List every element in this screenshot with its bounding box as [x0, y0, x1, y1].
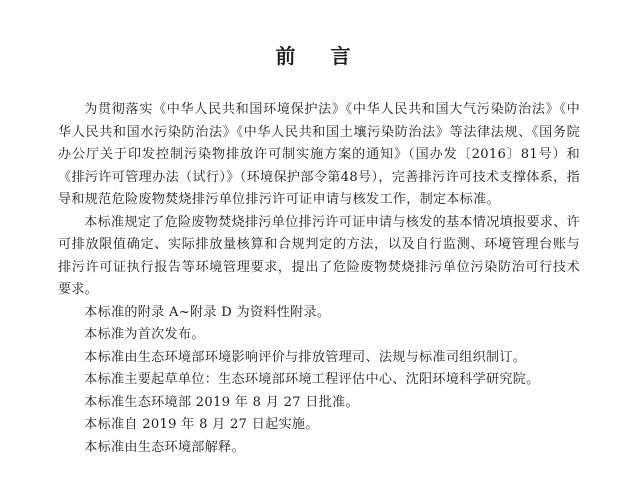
paragraph-first-release: 本标准为首次发布。: [84, 327, 205, 342]
paragraph-approval: 本标准生态环境部 2019 年 8 月 27 日批准。: [84, 394, 359, 410]
paragraph-intro: 为贯彻落实《中华人民共和国环境保护法》《中华人民共和国大气污染防治法》《中华人民共和国水污染防治法》《中华人民共和国土壤污染防治法》等法律法规、《国务院办公厅关于印发控制污染物排放许可制实施方案的通知》（国办发〔2016〕81号）和《排污许可管理办法（试行）》（环境保护部令第48号），完善排污许可技术支撑体系，指导和规范危险废物焚烧排污单位排污许可证申请与核发工作，制定本标准。: [58, 102, 580, 207]
paragraph-scope: 本标准规定了危险废物焚烧排污单位排污许可证申请与核发的基本情况填报要求、许可排放限值确定、实际排放量核算和合规判定的方法，以及自行监测、环境管理台账与排污许可证执行报告等环境管理要求，提出了危险废物焚烧排污单位污染防治可行技术要求。: [58, 214, 580, 297]
paragraph-drafters: 本标准主要起草单位：生态环境部环境工程评估中心、沈阳环境科学研究院。: [84, 372, 540, 387]
foreword-body: [58, 99, 580, 459]
paragraph-interpretation: 本标准由生态环境部解释。: [84, 439, 245, 455]
paragraph-appendix: 本标准的附录 A~附录 D 为资料性附录。: [84, 304, 331, 320]
page-title: 前 言: [275, 44, 365, 68]
paragraph-organizer: 本标准由生态环境部环境影响评价与排放管理司、法规与标准司组织制订。: [84, 349, 527, 365]
paragraph-effective-date: 本标准自 2019 年 8 月 27 日起实施。: [84, 417, 319, 432]
